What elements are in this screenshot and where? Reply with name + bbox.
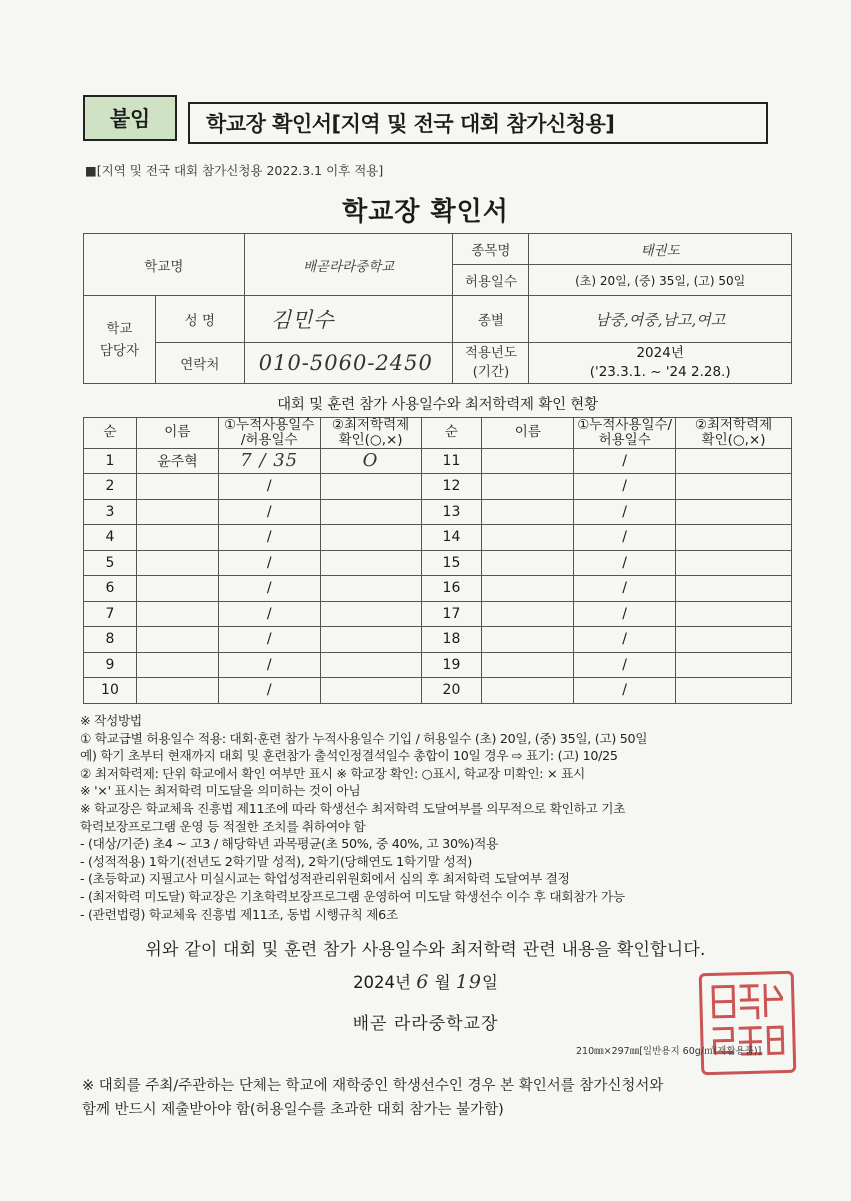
row-name	[136, 525, 218, 551]
row-no: 2	[84, 474, 137, 500]
row-min	[676, 499, 792, 525]
note-line: 예) 학기 초부터 현재까지 대회 및 훈련참가 출석인정결석일수 총합이 10일 경우 ⇨ 표기: (고) 10/25	[80, 748, 618, 764]
row-min	[320, 499, 421, 525]
instructions	[80, 712, 780, 923]
row-min	[320, 576, 421, 602]
row-days: /	[218, 474, 320, 500]
row-days: /	[574, 627, 676, 653]
manager-label-line2: 담당자	[99, 342, 139, 359]
date-day-unit: 일	[481, 973, 498, 992]
table-row	[84, 601, 792, 627]
row-no: 20	[421, 678, 482, 704]
row-no: 18	[421, 627, 482, 653]
row-min	[676, 474, 792, 500]
confirmation-statement: 위와 같이 대회 및 훈련 참가 사용일수와 최저학력 관련 내용을 확인합니다.	[145, 940, 706, 960]
header-min-right-line1: ②최저학력제	[694, 417, 773, 433]
row-name	[136, 576, 218, 602]
row-name	[136, 627, 218, 653]
category-label: 종별	[453, 296, 529, 343]
row-no: 5	[84, 550, 137, 576]
name-label: 성 명	[155, 296, 244, 343]
header-min-left	[320, 418, 421, 449]
table-row	[84, 525, 792, 551]
row-name	[482, 678, 574, 704]
row-name	[482, 525, 574, 551]
header-min-right-line2: 확인(○,×)	[701, 431, 766, 448]
row-name	[136, 601, 218, 627]
header-days-left-line1: ①누적사용일수	[224, 417, 315, 433]
row-min: O	[320, 448, 421, 474]
row-no: 4	[84, 525, 137, 551]
row-days: /	[574, 448, 676, 474]
row-no: 13	[421, 499, 482, 525]
row-days: /	[574, 474, 676, 500]
row-min	[320, 678, 421, 704]
subtitle: ■[지역 및 전국 대회 참가신청용 2022.3.1 이후 적용]	[85, 163, 384, 178]
footer-note	[82, 1074, 802, 1122]
row-min	[676, 627, 792, 653]
note-line: - (대상/기준) 초4 ~ 고3 / 해당학년 과목평균(초 50%, 중 40%, 고 30%)적용	[80, 836, 499, 852]
manager-label	[84, 296, 156, 384]
row-days: /	[218, 601, 320, 627]
row-no: 17	[421, 601, 482, 627]
period-value: ('23.3.1. ~ '24 2.28.)	[589, 364, 731, 380]
category-value: 남중,여중,남고,여고	[529, 296, 792, 343]
row-name	[482, 499, 574, 525]
table-row	[84, 499, 792, 525]
roster-table	[83, 417, 792, 704]
name-value: 김민수	[244, 296, 453, 343]
row-no: 8	[84, 627, 137, 653]
allowed-label: 허용일수	[453, 265, 529, 296]
row-no: 19	[421, 652, 482, 678]
table-row	[84, 550, 792, 576]
date-month: 6	[416, 971, 430, 993]
table-row	[84, 448, 792, 474]
school-value: 배곧라라중학교	[244, 234, 453, 296]
row-days: /	[574, 576, 676, 602]
row-name	[482, 550, 574, 576]
table-row	[84, 474, 792, 500]
row-no: 1	[84, 448, 137, 474]
contact-value: 010-5060-2450	[244, 343, 453, 384]
note-line: 학력보장프로그램 운영 등 적절한 조치를 취하여야 함	[80, 818, 366, 834]
row-min	[676, 448, 792, 474]
row-min	[320, 601, 421, 627]
row-no: 6	[84, 576, 137, 602]
row-min	[676, 576, 792, 602]
note-line: - (관련법령) 학교체육 진흥법 제11조, 동법 시행규칙 제6조	[80, 906, 398, 922]
row-no: 16	[421, 576, 482, 602]
note-line: - (최저학력 미도달) 학교장은 기초학력보장프로그램 운영하여 미도달 학생선수 이수 후 대회참가 가능	[80, 888, 625, 904]
row-min	[320, 652, 421, 678]
row-min	[676, 525, 792, 551]
date-month-unit: 월	[434, 973, 451, 992]
row-no: 7	[84, 601, 137, 627]
header-min-right	[676, 418, 792, 449]
header-min-left-line1: ②최저학력제	[331, 417, 410, 433]
row-min	[320, 627, 421, 653]
row-no: 9	[84, 652, 137, 678]
year-value: 2024년	[636, 345, 684, 361]
row-days: /	[574, 499, 676, 525]
allowed-value: (초) 20일, (중) 35일, (고) 50일	[529, 265, 792, 296]
row-name	[482, 448, 574, 474]
event-value: 태권도	[529, 234, 792, 265]
note-line: - (초등학교) 지필고사 미실시교는 학업성적관리위원회에서 심의 후 최저학력 도달여부 결정	[80, 871, 570, 887]
row-days: /	[574, 525, 676, 551]
note-line: ② 최저학력제: 단위 학교에서 확인 여부만 표시 ※ 학교장 확인: ○표시, 학교장 미확인: × 표시	[80, 765, 585, 781]
attachment-tag: 붙임	[83, 95, 177, 141]
row-days: /	[574, 550, 676, 576]
paper-spec: 210㎜×297㎜[일반용지 60g/㎡(재활용품)]	[576, 1046, 762, 1057]
note-line: ※ 작성방법	[80, 713, 142, 728]
header-days-left	[218, 418, 320, 449]
row-no: 10	[84, 678, 137, 704]
header-days-right-line2: 허용일수	[598, 431, 651, 448]
row-min	[676, 678, 792, 704]
contact-label: 연락처	[155, 343, 244, 384]
roster-header-row	[84, 418, 792, 449]
row-name	[482, 601, 574, 627]
row-no: 14	[421, 525, 482, 551]
row-name	[136, 550, 218, 576]
school-seal-stamp	[699, 971, 797, 1075]
year-value-cell	[529, 343, 792, 384]
school-label: 학교명	[84, 234, 245, 296]
table-row	[84, 576, 792, 602]
row-min	[320, 525, 421, 551]
year-label	[453, 343, 529, 384]
row-no: 15	[421, 550, 482, 576]
row-name	[482, 576, 574, 602]
table-row	[84, 678, 792, 704]
row-name	[136, 678, 218, 704]
note-line: ※ 학교장은 학교체육 진흥법 제11조에 따라 학생선수 최저학력 도달여부를 의무적으로 확인하고 기초	[80, 800, 626, 816]
row-no: 3	[84, 499, 137, 525]
date-year: 2024년	[353, 973, 411, 992]
row-days: /	[218, 576, 320, 602]
year-label-line2: (기간)	[472, 364, 510, 380]
footer-line: ※ 대회를 주최/주관하는 단체는 학교에 재학중인 학생선수인 경우 본 확인서를 참가신청서와	[82, 1078, 664, 1094]
note-line: ① 학교급별 허용일수 적용: 대회·훈련 참가 누적사용일수 기입 / 허용일수 (초) 20일, (중) 35일, (고) 50일	[80, 730, 648, 746]
row-min	[320, 474, 421, 500]
table-row	[84, 627, 792, 653]
row-min	[676, 652, 792, 678]
header-no-right: 순	[421, 418, 482, 449]
header-days-right	[574, 418, 676, 449]
row-days: /	[218, 525, 320, 551]
row-days: /	[574, 601, 676, 627]
row-name	[482, 627, 574, 653]
roster-title: 대회 및 훈련 참가 사용일수와 최저학력제 확인 현황	[277, 397, 598, 413]
row-name	[482, 652, 574, 678]
row-days: /	[218, 652, 320, 678]
header-days-right-line1: ①누적사용일수/	[577, 417, 673, 433]
footer-line: 함께 반드시 제출받아야 함(허용일수를 초과한 대회 참가는 불가함)	[82, 1102, 504, 1118]
row-days: /	[218, 499, 320, 525]
row-min	[676, 550, 792, 576]
row-min	[676, 601, 792, 627]
note-line: - (성적적용) 1학기(전년도 2학기말 성적), 2학기(당해연도 1학기말 성적)	[80, 853, 473, 869]
header-name-left: 이름	[136, 418, 218, 449]
row-days: /	[218, 550, 320, 576]
row-days: /	[218, 627, 320, 653]
info-table	[83, 233, 792, 384]
header-min-left-line2: 확인(○,×)	[338, 431, 403, 448]
row-name	[482, 474, 574, 500]
table-row	[84, 652, 792, 678]
row-name	[136, 474, 218, 500]
header-title: 학교장 확인서[지역 및 전국 대회 참가신청용]	[188, 102, 768, 144]
principal-signature-line: 배곧 라라중학교장	[352, 1014, 499, 1034]
row-days: /	[574, 678, 676, 704]
year-label-line1: 적용년도	[464, 345, 517, 361]
date-day: 19	[455, 971, 482, 993]
row-days: 7 / 35	[218, 448, 320, 474]
manager-label-line1: 학교	[106, 320, 133, 337]
row-name: 윤주혁	[136, 448, 218, 474]
row-days: /	[218, 678, 320, 704]
note-line: ※ '×' 표시는 최저학력 미도달을 의미하는 것이 아님	[80, 783, 361, 799]
header-days-left-line2: /허용일수	[240, 431, 298, 448]
row-name	[136, 499, 218, 525]
event-label: 종목명	[453, 234, 529, 265]
header-name-right: 이름	[482, 418, 574, 449]
row-days: /	[574, 652, 676, 678]
row-min	[320, 550, 421, 576]
header-no-left: 순	[84, 418, 137, 449]
row-no: 11	[421, 448, 482, 474]
row-no: 12	[421, 474, 482, 500]
main-title: 학교장 확인서	[342, 197, 509, 227]
row-name	[136, 652, 218, 678]
